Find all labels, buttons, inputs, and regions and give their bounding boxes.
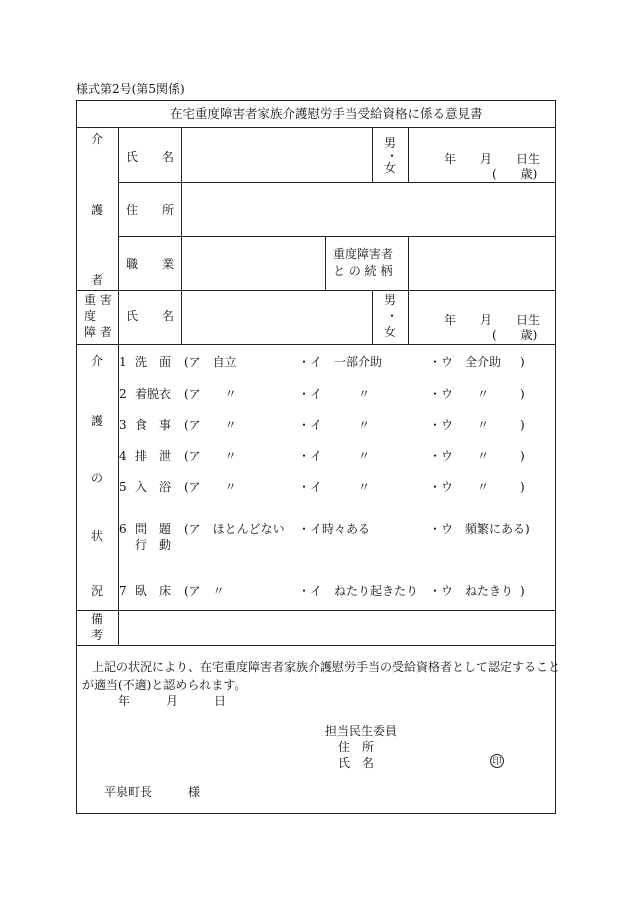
caregiver-sex-male: 男 [384, 136, 397, 150]
option-a: (ア 自立 [184, 355, 237, 369]
option-close: ) [520, 449, 525, 463]
caregiver-name-label: 氏 名 [126, 150, 175, 164]
statement-line-2: が適当(不適)と認められます。 [82, 678, 247, 692]
item-label-line2: 行 動 [135, 538, 172, 552]
caregiver-occupation-label: 職 業 [126, 257, 175, 271]
field-column-divider [181, 127, 182, 344]
item-number: 3 [119, 418, 127, 432]
caregiver-sex-dot: ・ [386, 149, 399, 163]
disabled-sex-male: 男 [384, 293, 397, 307]
commissioner-address-label: 住 所 [338, 740, 375, 754]
care-status-side-label: 状 [91, 529, 104, 543]
caregiver-sex-female: 女 [384, 161, 397, 175]
form-number: 様式第2号(第5関係) [76, 82, 185, 96]
option-u: ・ウ 全介助 [429, 355, 502, 369]
disabled-age: ( 歳) [492, 328, 538, 342]
option-a: (ア 〃 [184, 480, 237, 494]
item-number: 5 [119, 480, 127, 494]
option-i: ・イ 〃 [298, 418, 371, 432]
title-divider [76, 127, 556, 128]
option-i: ・イ 〃 [298, 480, 371, 494]
option-u: ・ウ 〃 [429, 480, 490, 494]
form-title: 在宅重度障害者家族介護慰労手当受給資格に係る意見書 [170, 106, 483, 121]
row-divider [118, 182, 556, 183]
option-a: (ア 〃 [184, 584, 225, 598]
section-divider [76, 610, 556, 611]
label-column-divider [118, 127, 119, 645]
remarks-label: 備 [91, 612, 104, 626]
section-divider [76, 645, 556, 646]
caregiver-address-label: 住 所 [126, 203, 175, 217]
item-number: 7 [119, 584, 127, 598]
option-i: ・イ ねたり起きたり [298, 584, 419, 598]
row-divider [118, 236, 556, 237]
commissioner-title: 担当民生委員 [325, 724, 398, 738]
disabled-side-label: 障 者 [84, 325, 112, 339]
disabled-side-label: 重 害 [84, 293, 112, 307]
option-i: ・イ 一部介助 [298, 355, 383, 369]
care-status-side-label: 介 [91, 354, 104, 368]
disabled-side-label: 度 [84, 309, 97, 323]
statement-date: 年 月 日 [118, 694, 227, 708]
commissioner-name-label: 氏 名 [338, 756, 375, 770]
item-label: 臥 床 [135, 584, 172, 598]
item-label: 着脱衣 [135, 387, 172, 401]
option-close: ) [520, 418, 525, 432]
item-label: 入 浴 [135, 480, 172, 494]
option-u: ・ウ 〃 [429, 449, 490, 463]
item-number: 4 [119, 449, 127, 463]
item-label: 問 題 [135, 522, 172, 536]
item-number: 6 [119, 522, 127, 536]
option-a: (ア 〃 [184, 418, 237, 432]
sex-column-divider [372, 290, 373, 344]
item-number: 2 [119, 387, 127, 401]
caregiver-age: ( 歳) [492, 167, 538, 181]
option-a: (ア 〃 [184, 387, 237, 401]
relation-column-divider [325, 236, 326, 290]
section-divider [76, 344, 556, 345]
seal-mark: 印 [490, 754, 504, 768]
option-close: ) [520, 584, 525, 598]
option-close: ) [520, 387, 525, 401]
statement-line-1: 上記の状況により、在宅重度障害者家族介護慰労手当の受給資格者として認定すること [92, 660, 561, 674]
relation-label: と の 続 柄 [333, 264, 393, 278]
birth-column-divider [408, 290, 409, 344]
disabled-sex-dot: ・ [386, 309, 399, 323]
option-a: (ア 〃 [184, 449, 237, 463]
option-u: ・ウ 〃 [429, 387, 490, 401]
caregiver-side-label: 護 [91, 203, 104, 217]
addressee: 平泉町長 様 [104, 785, 201, 799]
item-label: 排 泄 [135, 449, 172, 463]
option-a: (ア ほとんどない [184, 522, 285, 536]
option-u: ・ウ 頻繁にある) [429, 522, 530, 536]
disabled-sex-female: 女 [384, 325, 397, 339]
caregiver-birth-date: 年 月 日生 [444, 152, 541, 166]
disabled-birth-date: 年 月 日生 [444, 313, 541, 327]
option-i: ・イ 〃 [298, 387, 371, 401]
option-i: ・イ 〃 [298, 449, 371, 463]
relation-label: 重度障害者 [333, 247, 394, 261]
care-status-side-label: 護 [91, 414, 104, 428]
item-label: 洗 面 [135, 355, 172, 369]
birth-column-divider [408, 127, 409, 182]
care-status-side-label: の [91, 471, 104, 485]
item-number: 1 [119, 355, 127, 369]
option-close: ) [520, 355, 525, 369]
remarks-label: 考 [91, 628, 104, 642]
sex-column-divider [372, 127, 373, 182]
option-i: ・イ時々ある [298, 522, 371, 536]
section-divider [76, 290, 556, 291]
caregiver-side-label: 介 [91, 132, 104, 146]
disabled-name-label: 氏 名 [126, 309, 175, 323]
relation-value-divider [408, 236, 409, 290]
caregiver-side-label: 者 [91, 273, 104, 287]
option-close: ) [520, 480, 525, 494]
option-u: ・ウ 〃 [429, 418, 490, 432]
care-status-side-label: 況 [91, 584, 104, 598]
option-u: ・ウ ねたきり [429, 584, 514, 598]
item-label: 食 事 [135, 418, 172, 432]
